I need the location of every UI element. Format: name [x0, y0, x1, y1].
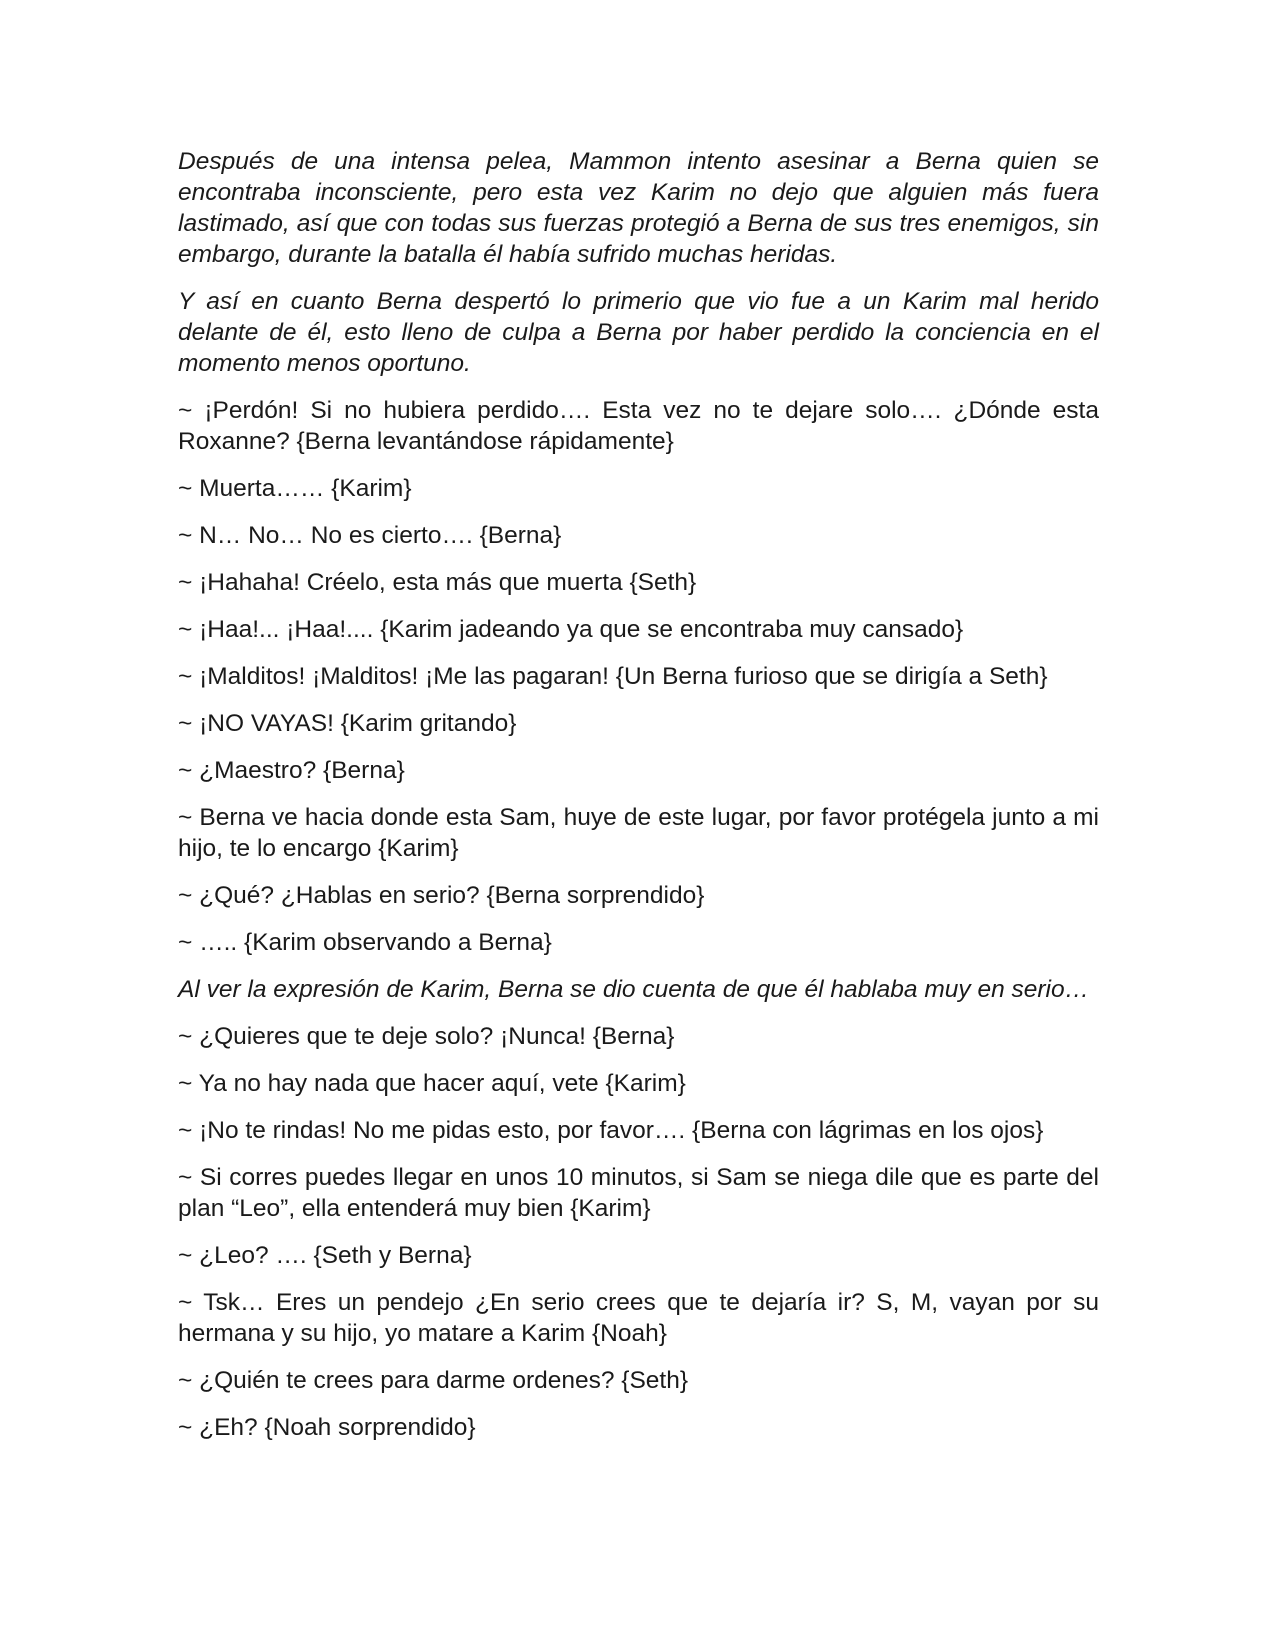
- dialogue-line: ~ ¿Maestro? {Berna}: [178, 757, 405, 784]
- dialogue-line: ~ ¿Leo? …. {Seth y Berna}: [178, 1242, 472, 1269]
- dialogue-line: ~ ¿Eh? {Noah sorprendido}: [178, 1414, 476, 1441]
- document-page: [178, 146, 1099, 1459]
- narration-paragraph: Al ver la expresión de Karim, Berna se dio cuenta de que él hablaba muy en serio…: [178, 976, 1090, 1003]
- narration-paragraph: Después de una intensa pelea, Mammon intento asesinar a Berna quien se encontraba inconsciente, pero esta vez Karim no dejo que alguien más fuera lastimado, así que con todas sus fuerzas protegió a Berna de sus tres enemigos, sin embargo, durante la batalla él había sufrido muchas heridas.: [178, 148, 1099, 268]
- dialogue-line: ~ Si corres puedes llegar en unos 10 minutos, si Sam se niega dile que es parte del plan “Leo”, ella entenderá muy bien {Karim}: [178, 1164, 1099, 1222]
- dialogue-line: ~ N… No… No es cierto…. {Berna}: [178, 522, 562, 549]
- dialogue-line: ~ ¿Qué? ¿Hablas en serio? {Berna sorprendido}: [178, 882, 705, 909]
- dialogue-line: ~ ¡Malditos! ¡Malditos! ¡Me las pagaran! {Un Berna furioso que se dirigía a Seth}: [178, 663, 1048, 690]
- dialogue-line: ~ ¿Quieres que te deje solo? ¡Nunca! {Berna}: [178, 1023, 675, 1050]
- dialogue-line: ~ ¡Perdón! Si no hubiera perdido…. Esta vez no te dejare solo…. ¿Dónde esta Roxanne? {Berna levantándose rápidamente}: [178, 397, 1099, 455]
- dialogue-line: ~ Muerta…… {Karim}: [178, 475, 412, 502]
- dialogue-line: ~ ¡Haa!... ¡Haa!.... {Karim jadeando ya que se encontraba muy cansado}: [178, 616, 964, 643]
- dialogue-line: ~ ¡No te rindas! No me pidas esto, por favor…. {Berna con lágrimas en los ojos}: [178, 1117, 1044, 1144]
- dialogue-line: ~ Berna ve hacia donde esta Sam, huye de este lugar, por favor protégela junto a mi hijo, te lo encargo {Karim}: [178, 804, 1099, 862]
- dialogue-line: ~ ¡NO VAYAS! {Karim gritando}: [178, 710, 517, 737]
- dialogue-line: ~ Tsk… Eres un pendejo ¿En serio crees que te dejaría ir? S, M, vayan por su hermana y su hijo, yo matare a Karim {Noah}: [178, 1289, 1099, 1347]
- narration-paragraph: Y así en cuanto Berna despertó lo primerio que vio fue a un Karim mal herido delante de él, esto lleno de culpa a Berna por haber perdido la conciencia en el momento menos oportuno.: [178, 288, 1099, 377]
- dialogue-line: ~ ¿Quién te crees para darme ordenes? {Seth}: [178, 1367, 689, 1394]
- dialogue-line: ~ ¡Hahaha! Créelo, esta más que muerta {Seth}: [178, 569, 697, 596]
- dialogue-line: ~ ….. {Karim observando a Berna}: [178, 929, 552, 956]
- dialogue-line: ~ Ya no hay nada que hacer aquí, vete {Karim}: [178, 1070, 686, 1097]
